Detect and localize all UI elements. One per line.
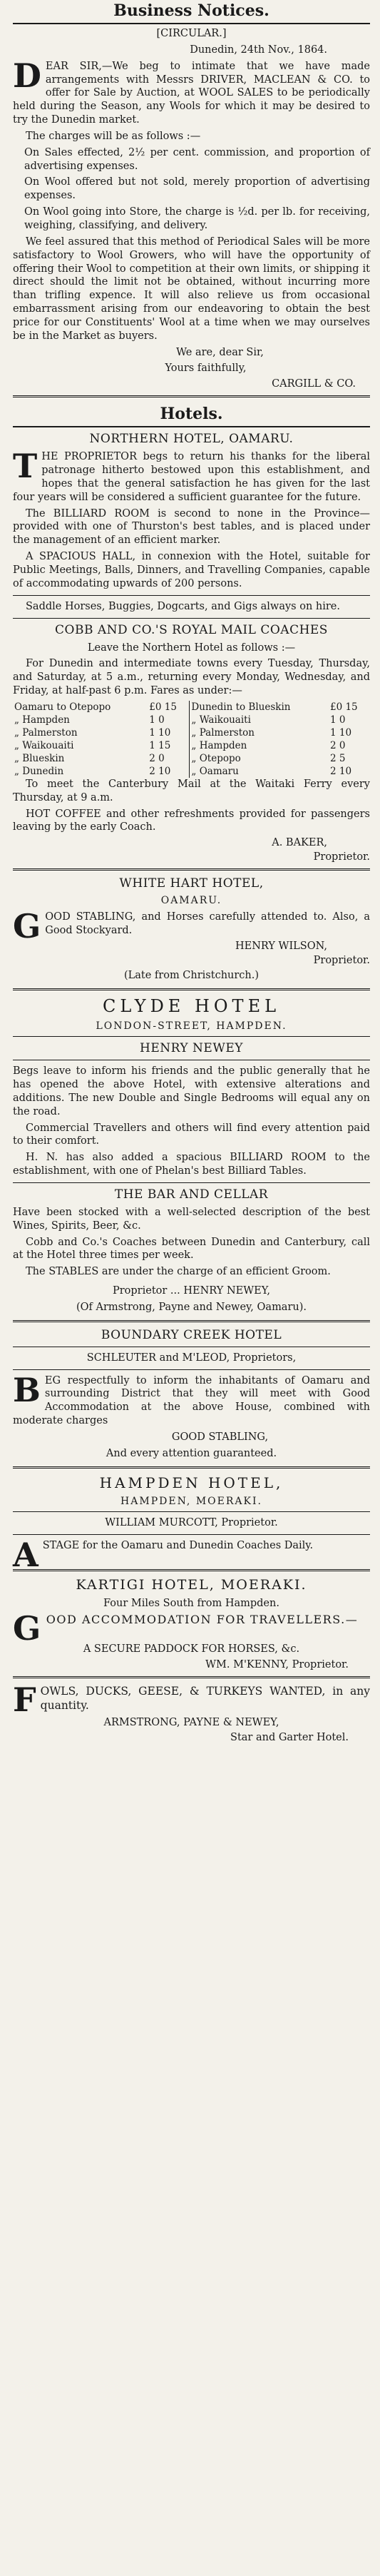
ad-paragraph: Cobb and Co.'s Coaches between Dunedin and Canterbury, call at the Hotel three times per week. — [13, 1236, 370, 1262]
divider — [13, 1466, 370, 1469]
signature: WM. M'KENNY, Proprietor. — [205, 1659, 349, 1671]
drop-cap: G — [13, 1609, 42, 1648]
ad-heading: HAMPDEN HOTEL, — [99, 1474, 284, 1491]
fare-row — [13, 752, 370, 765]
ad-paragraph: Commercial Travellers and others will find every attention paid to their comfort. — [13, 1122, 370, 1147]
charge-item: On Wool going into Store, the charge is ½d. per lb. for receiving, weighing, classifying, and delivery. — [24, 206, 370, 231]
divider — [13, 1036, 370, 1037]
fare-row — [13, 739, 370, 752]
fare-cell: £0 15 — [149, 701, 177, 713]
divider — [13, 1511, 370, 1512]
closing-line: We are, dear Sir, — [176, 346, 264, 358]
drop-cap: A — [13, 1535, 38, 1574]
ad-note: (Of Armstrong, Payne and Newey, Oamaru). — [76, 1301, 307, 1313]
ad-paragraph: FOWLS, DUCKS, GEESE, & TURKEYS WANTED, in any quantity. — [13, 1680, 370, 1720]
ad-paragraph: The BILLIARD ROOM is second to none in the Province—provided with one of Thurston's best tables, and is placed under the management of an efficient marker. — [13, 507, 370, 547]
ad-paragraph: GOOD STABLING, and Horses carefully attended to. Also, a Good Stockyard. — [13, 907, 370, 946]
ad-subheading: HAMPDEN, MOERAKI. — [120, 1495, 262, 1507]
drop-cap: T — [13, 447, 38, 486]
divider — [13, 1569, 370, 1571]
proprietor-name: WILLIAM MURCOTT, Proprietor. — [105, 1516, 278, 1528]
closing-line: Yours faithfully, — [165, 362, 247, 375]
ad-paragraph: H. N. has also added a spacious BILLIARD ROOM to the establishment, with one of Phelan's best Billiard Tables. — [13, 1152, 370, 1177]
ad-heading: KARTIGI HOTEL, MOERAKI. — [76, 1576, 307, 1593]
signature-title: Proprietor. — [313, 955, 370, 967]
ad-paragraph: Have been stocked with a well-selected description of the best Wines, Spirits, Beer, &c. — [13, 1206, 370, 1232]
drop-cap: B — [13, 1370, 41, 1409]
circular-label: [CIRCULAR.] — [156, 28, 227, 39]
divider — [13, 595, 370, 596]
drop-cap: G — [13, 907, 41, 946]
fare-cell: 2 0 — [149, 752, 165, 764]
ad-subheading: LONDON-STREET, HAMPDEN. — [96, 1020, 287, 1033]
ad-line: Leave the Northern Hotel as follows :— — [87, 642, 296, 654]
ad-line: GOOD STABLING, — [171, 1431, 269, 1443]
fare-cell: 1 15 — [149, 739, 171, 751]
fare-cell: 2 0 — [330, 739, 346, 751]
divider — [13, 1369, 370, 1370]
ad-paragraph: GOOD ACCOMMODATION FOR TRAVELLERS.— — [13, 1609, 359, 1648]
fare-cell: „ Blueskin — [14, 752, 65, 764]
fares-table — [13, 701, 370, 778]
proprietors: SCHLEUTER and M'LEOD, Proprietors, — [86, 1352, 297, 1364]
charges-intro: The charges will be as follows :— — [26, 130, 201, 142]
fare-cell: 1 0 — [330, 714, 346, 726]
ad-paragraph: To meet the Canterbury Mail at the Waitaki Ferry every Thursday, at 9 a.m. — [13, 778, 370, 803]
ad-heading: CLYDE HOTEL — [102, 996, 281, 1017]
divider — [13, 1320, 370, 1322]
signature: Proprietor ... HENRY NEWEY, — [112, 1285, 271, 1297]
fare-cell: 1 10 — [149, 726, 171, 739]
ad-paragraph: Saddle Horses, Buggies, Dogcarts, and Gigs always on hire. — [26, 600, 340, 612]
fare-cell: „ Oamaru — [190, 765, 329, 778]
drop-cap: F — [13, 1680, 36, 1720]
divider — [13, 395, 370, 397]
ad-paragraph: THE PROPRIETOR begs to return his thanks for the liberal patronage hitherto bestowed upon this establishment, and hopes that the general satisfaction he has given for the last four years will be considered a sufficient guarantee for the future. — [13, 447, 370, 503]
fare-cell: £0 15 — [330, 701, 358, 713]
fare-cell: „ Palmerston — [14, 726, 78, 739]
ad-note: (Late from Christchurch.) — [123, 970, 260, 982]
ad-paragraph: The STABLES are under the charge of an efficient Groom. — [26, 1266, 331, 1278]
fare-cell: „ Waikouaiti — [14, 739, 74, 751]
fare-cell: „ Palmerston — [190, 726, 329, 739]
business-paragraph-1: DEAR SIR,—We beg to intimate that we have made arrangements with Messrs DRIVER, MACLEAN & CO. to offer for Sale by Auction, at WOOL SALES to be periodically held during the Season, any Wools for which it may be desired to try the Dunedin market. — [13, 56, 370, 126]
ad-subheading: OAMARU. — [160, 895, 222, 907]
section-title-business: Business Notices. — [113, 1, 269, 20]
fare-cell: Oamaru to Otepopo — [14, 701, 111, 713]
divider — [13, 426, 370, 427]
divider — [13, 1182, 370, 1183]
drop-cap: D — [13, 56, 41, 95]
ad-heading: BOUNDARY CREEK HOTEL — [101, 1327, 282, 1342]
fare-cell: „ Otepopo — [190, 752, 329, 765]
fare-cell: 2 10 — [149, 765, 171, 777]
ad-heading: COBB AND CO.'S ROYAL MAIL COACHES — [55, 622, 328, 637]
ad-paragraph: For Dunedin and intermediate towns every Tuesday, Thursday, and Saturday, at 5 a.m., returning every Monday, Wednesday, and Friday, at half-past 6 p.m. Fares as under:— — [13, 658, 370, 697]
ad-paragraph: A SPACIOUS HALL, in connexion with the Hotel, suitable for Public Meetings, Balls, Dinners, and Travelling Companies, capable of accommodating upwards of 200 persons. — [13, 551, 370, 589]
fare-row — [13, 765, 370, 778]
fare-row — [13, 714, 370, 726]
fare-cell: 1 10 — [330, 726, 352, 739]
charge-item: On Sales effected, 2½ per cent. commission, and proportion of advertising expenses. — [24, 146, 370, 172]
divider — [13, 618, 370, 619]
ad-paragraph: HOT COFFEE and other refreshments provided for passengers leaving by the early Coach. — [13, 808, 370, 833]
ad-paragraph: ASTAGE for the Oamaru and Dunedin Coaches Daily. — [13, 1535, 314, 1574]
signature: A. BAKER, — [272, 837, 327, 849]
signature: HENRY WILSON, — [235, 940, 327, 953]
fare-cell: 2 5 — [330, 752, 346, 764]
divider — [13, 988, 370, 990]
signature-title: Star and Garter Hotel. — [230, 1732, 349, 1744]
fare-cell: 1 0 — [149, 714, 165, 726]
ad-subheading: Four Miles South from Hampden. — [103, 1597, 279, 1609]
dateline: Dunedin, 24th Nov., 1864. — [190, 44, 327, 56]
fare-cell: „ Hampden — [14, 714, 70, 726]
fare-cell: „ Hampden — [190, 739, 329, 752]
divider — [13, 23, 370, 24]
fare-row — [13, 701, 370, 714]
ad-paragraph: BEG respectfully to inform the inhabitants of Oamaru and surrounding District that they will meet with Good Accommodation at the above House, combined with moderate charges — [13, 1370, 370, 1427]
divider — [13, 1676, 370, 1678]
fare-row — [13, 726, 370, 739]
ad-subheading: THE BAR AND CELLAR — [114, 1187, 269, 1202]
signature: ARMSTRONG, PAYNE & NEWEY, — [103, 1716, 279, 1728]
fare-cell: „ Waikouaiti — [190, 714, 329, 726]
ad-line: A SECURE PADDOCK FOR HORSES, &c. — [83, 1643, 300, 1655]
fare-cell: „ Dunedin — [14, 765, 64, 777]
fare-cell: 2 10 — [330, 765, 352, 777]
ad-paragraph: Begs leave to inform his friends and the public generally that he has opened the above Hotel, with extensive alterations and additions. The new Double and Single Bedrooms will equal any on the road. — [13, 1065, 370, 1117]
ad-heading: NORTHERN HOTEL, OAMARU. — [89, 432, 294, 447]
charge-item: On Wool offered but not sold, merely proportion of advertising expenses. — [24, 176, 370, 202]
divider — [13, 868, 370, 871]
proprietor-name: HENRY NEWEY — [140, 1041, 243, 1056]
ad-heading: WHITE HART HOTEL, — [119, 876, 264, 891]
fare-cell: Dunedin to Blueskin — [190, 701, 329, 714]
signature-title: Proprietor. — [313, 851, 370, 863]
business-paragraph-2: We feel assured that this method of Periodical Sales will be more satisfactory to Wool Growers, who will have the opportunity of offering their Wool to competition at their own limits, or shipping it direct should the limit not be obtained, without incurring more than trifling expence. It will also relieve us from occasional embarrassment arising from our endeavoring to obtain the best price for our Constituents' Wool at a time when we may ourselves be in the Market as buyers. — [13, 235, 370, 342]
ad-line: And every attention guaranteed. — [106, 1447, 277, 1459]
section-title-hotels: Hotels. — [160, 405, 223, 424]
signature: CARGILL & CO. — [272, 378, 356, 390]
divider — [13, 1534, 370, 1535]
